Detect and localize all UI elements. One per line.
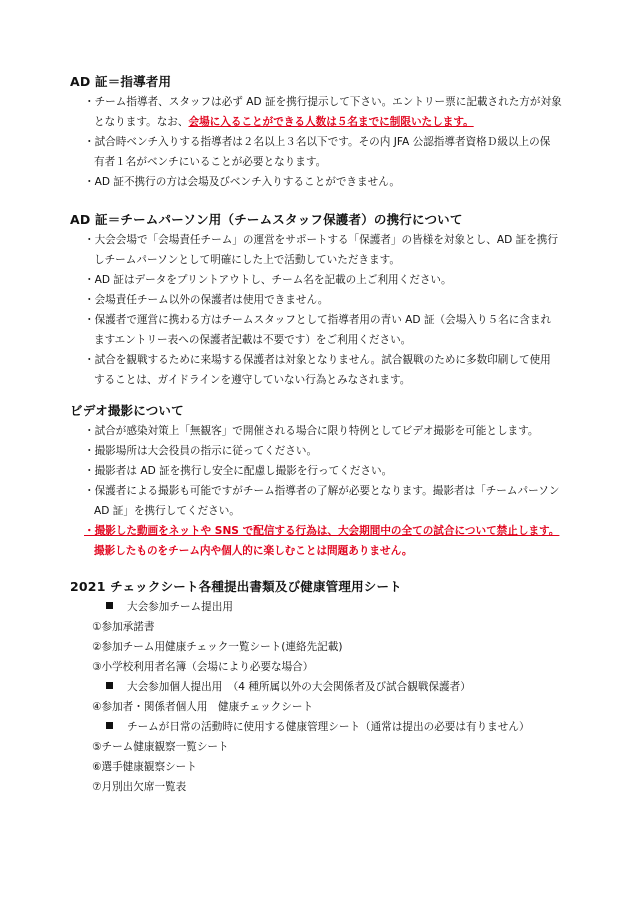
bullet-line: ますエントリー表への保護者記載は不要です）をご利用ください。	[94, 334, 412, 346]
group-label: チームが日常の活動時に使用する健康管理シート（通常は提出の必要は有りません）	[127, 721, 530, 733]
prohibition-notice-red: ・撮影した動画をネットや SNS で配信する行為は、大会期間中の全ての試合について禁止します。	[84, 525, 560, 537]
section-heading-checksheets: 2021 チェックシート各種提出書類及び健康管理用シート	[70, 579, 402, 594]
group-individual-submission	[106, 679, 471, 694]
bullet-line: ・撮影者は AD 証を携行し安全に配慮し撮影を行ってください。	[84, 465, 393, 477]
list-item: ⑦月別出欠席一覧表	[92, 781, 187, 793]
section-body-ad-teamperson	[84, 230, 584, 390]
section-body-video	[84, 421, 584, 561]
list-item: ④参加者・関係者個人用 健康チェックシート	[92, 701, 314, 713]
group-label: 大会参加チーム提出用	[127, 601, 233, 613]
bullet-line: ・大会会場で「会場責任チーム」の運営をサポートする「保護者」の皆様を対象とし、AD 証を携行	[84, 234, 558, 246]
bullet-line: AD 証」を携行してください。	[94, 505, 240, 517]
bullet-line: ・チーム指導者、スタッフは必ず AD 証を携行提示して下さい。エントリー票に記載された方が対象	[84, 96, 562, 108]
group-team-submission	[106, 599, 233, 614]
bullet-text: となります。なお、	[94, 116, 189, 128]
square-bullet-icon	[106, 682, 113, 689]
bullet-line: ・保護者で運営に携わる方はチームスタッフとして指導者用の青い AD 証（会場入り５名に含まれ	[84, 314, 552, 326]
list-item: ⑤チーム健康観察一覧シート	[92, 741, 229, 753]
list-item: ⑥選手健康観察シート	[92, 761, 197, 773]
bullet-line: ・会場責任チーム以外の保護者は使用できません。	[84, 294, 329, 306]
bullet-line: しチームパーソンとして明確にした上で活動していただきます。	[94, 254, 400, 266]
bullet-line: ・保護者による撮影も可能ですがチーム指導者の了解が必要となります。撮影者は「チームパーソン	[84, 485, 560, 497]
bullet-line	[84, 112, 584, 132]
bullet-line: ・撮影場所は大会役員の指示に従ってください。	[84, 445, 318, 457]
group-label: 大会参加個人提出用 （4 種所属以外の大会関係者及び試合観戦保護者）	[127, 681, 471, 693]
section-body-ad-coach	[84, 92, 584, 192]
bullet-line: ・試合が感染対策上「無観客」で開催される場合に限り特例としてビデオ撮影を可能とします。	[84, 425, 539, 437]
bullet-line: ・AD 証不携行の方は会場及びベンチ入りすることができません。	[84, 176, 401, 188]
bullet-line: することは、ガイドラインを遵守していない行為とみなされます。	[94, 374, 411, 386]
list-item: ③小学校利用者名簿（会場により必要な場合）	[92, 661, 314, 673]
bullet-line: ・試合時ベンチ入りする指導者は２名以上３名以下です。その内 JFA 公認指導者資格Ｄ級以上の保	[84, 136, 551, 148]
list-item: ②参加チーム用健康チェック一覧シート(連絡先記載)	[92, 641, 343, 653]
bullet-line: ・試合を観戦するために来場する保護者は対象となりません。試合観戦のために多数印刷して使用	[84, 354, 551, 366]
square-bullet-icon	[106, 722, 113, 729]
bullet-line: ・AD 証はデータをプリントアウトし、チーム名を記載の上ご利用ください。	[84, 274, 452, 286]
section-heading-ad-teamperson: AD 証＝チームパーソン用（チームスタッフ保護者）の携行について	[70, 212, 463, 227]
list-item: ①参加承諾書	[92, 621, 155, 633]
section-heading-ad-coach: AD 証＝指導者用	[70, 74, 172, 89]
section-heading-video: ビデオ撮影について	[70, 403, 184, 418]
permission-notice-red: 撮影したものをチーム内や個人的に楽しむことは問題ありません。	[94, 545, 413, 557]
limit-notice-red: 会場に入ることができる人数は５名までに制限いたします。	[188, 116, 474, 128]
square-bullet-icon	[106, 602, 113, 609]
group-daily-health	[106, 719, 530, 734]
bullet-line: 有者１名がベンチにいることが必要となります。	[94, 156, 327, 168]
